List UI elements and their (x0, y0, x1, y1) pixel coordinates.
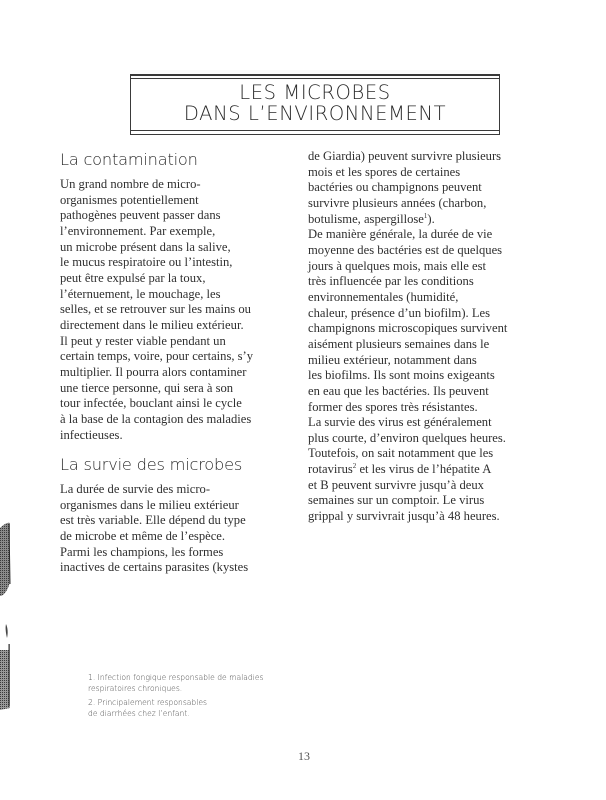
text-line: grippal y survivrait jusqu’à 48 heures. (308, 509, 500, 524)
text-line: à la base de la contagion des maladies (60, 411, 252, 426)
footnote-ref-1[interactable]: 1 (423, 211, 428, 220)
text-line: chaleur, présence d’un biofilm). Les (308, 305, 491, 320)
chapter-title-line-2: DANS L’ENVIRONNEMENT (183, 102, 447, 125)
text-line: plus courte, d’environ quelques heures. (308, 430, 506, 445)
right-column (308, 149, 544, 525)
footnote-2 (88, 697, 288, 719)
engraving-illustration-icon (0, 620, 14, 712)
text-line: Toutefois, on sait notamment que les (308, 446, 494, 461)
text-line: pathogènes peuvent passer dans (60, 208, 221, 223)
survie-paragraph (60, 482, 296, 576)
text-fragment: botulisme, aspergillose (308, 211, 424, 226)
title-rule (130, 78, 500, 79)
text-line: bactéries ou champignons peuvent (308, 180, 482, 195)
text-line: Il peut y rester viable pendant un (60, 333, 226, 348)
chapter-title-box (130, 74, 500, 135)
text-fragment: ). (427, 211, 435, 226)
chapter-title-line-1: LES MICROBES (239, 81, 391, 104)
text-line: de Giardia) peuvent survivre plusieurs (308, 149, 502, 163)
footnote-line: de diarrhées chez l’enfant. (88, 709, 190, 718)
text-line: et B peuvent survivre jusqu’à deux (308, 477, 484, 492)
text-line: les biofilms. Ils sont moins exigeants (308, 368, 495, 383)
text-line: Un grand nombre de micro- (60, 177, 201, 191)
title-rule (130, 134, 500, 136)
text-line: l’environnement. Par exemple, (60, 223, 216, 238)
title-rule (130, 130, 500, 131)
text-line: Parmi les champions, les formes (60, 544, 224, 559)
text-line: très influencée par les conditions (308, 274, 474, 289)
text-line: organismes potentiellement (60, 192, 199, 207)
footnote-line: respiratoires chroniques. (88, 684, 183, 693)
text-line: multiplier. Il pourra alors contaminer (60, 364, 247, 379)
text-line: La durée de survie des micro- (60, 482, 211, 497)
text-line: former des spores très résistantes. (308, 399, 478, 414)
footnote-1 (88, 672, 288, 694)
text-line: milieu extérieur, notamment dans (308, 352, 477, 367)
text-line: De manière générale, la durée de vie (308, 227, 493, 242)
text-line: survivre plusieurs années (charbon, (308, 195, 487, 210)
text-line (308, 462, 544, 478)
text-line (308, 212, 544, 228)
text-line: en eau que les bactéries. Ils peuvent (308, 383, 489, 398)
text-line: directement dans le milieu extérieur. (60, 317, 244, 332)
text-line: tour infectée, bouclant ainsi le cycle (60, 396, 242, 411)
text-line: semaines sur un comptoir. Le virus (308, 493, 485, 508)
text-line: champignons microscopiques survivent (308, 321, 508, 336)
footnotes (88, 672, 288, 722)
text-line: jours à quelques mois, mais elle est (308, 258, 487, 273)
footnote-line: 1. Infection fongique responsable de maladies (88, 673, 264, 682)
text-line: moyenne des bactéries est de quelques (308, 242, 503, 257)
footnote-line: 2. Principalement responsables (88, 698, 207, 707)
engraving-illustration-icon (0, 522, 14, 602)
text-line: mois et les spores de certaines (308, 164, 461, 179)
text-line: peut être expulsé par la toux, (60, 270, 206, 285)
survie-paragraph-continued (308, 149, 544, 525)
chapter-title (131, 82, 499, 124)
text-line: le mucus respiratoire ou l’intestin, (60, 255, 233, 270)
text-line: organismes dans le milieu extérieur (60, 497, 239, 512)
text-line: est très variable. Elle dépend du type (60, 513, 246, 528)
text-line: selles, et se retrouver sur les mains ou (60, 302, 251, 317)
page-number: 13 (298, 749, 310, 763)
text-line: une tierce personne, qui sera à son (60, 380, 234, 395)
text-line: La survie des virus est généralement (308, 415, 492, 430)
left-column (60, 150, 296, 576)
text-line: environnementales (humidité, (308, 289, 459, 304)
text-line: certain temps, voire, pour certains, s’y (60, 349, 254, 364)
text-fragment: et les virus de l’hépatite A (359, 462, 492, 477)
text-line: un microbe présent dans la salive, (60, 239, 231, 254)
section-heading-contamination: La contamination (60, 150, 198, 169)
section-heading-survie: La survie des microbes (60, 455, 243, 475)
text-fragment: rotavirus (308, 462, 353, 477)
contamination-paragraph (60, 177, 296, 443)
text-line: inactives de certains parasites (kystes (60, 560, 249, 575)
text-line: l’éternuement, le mouchage, les (60, 286, 221, 301)
text-line: aisément plusieurs semaines dans le (308, 336, 490, 351)
title-rule (130, 74, 500, 76)
footnote-ref-2[interactable]: 2 (352, 462, 357, 471)
text-line: de microbe et même de l’espèce. (60, 529, 226, 544)
text-line: infectieuses. (60, 427, 123, 442)
